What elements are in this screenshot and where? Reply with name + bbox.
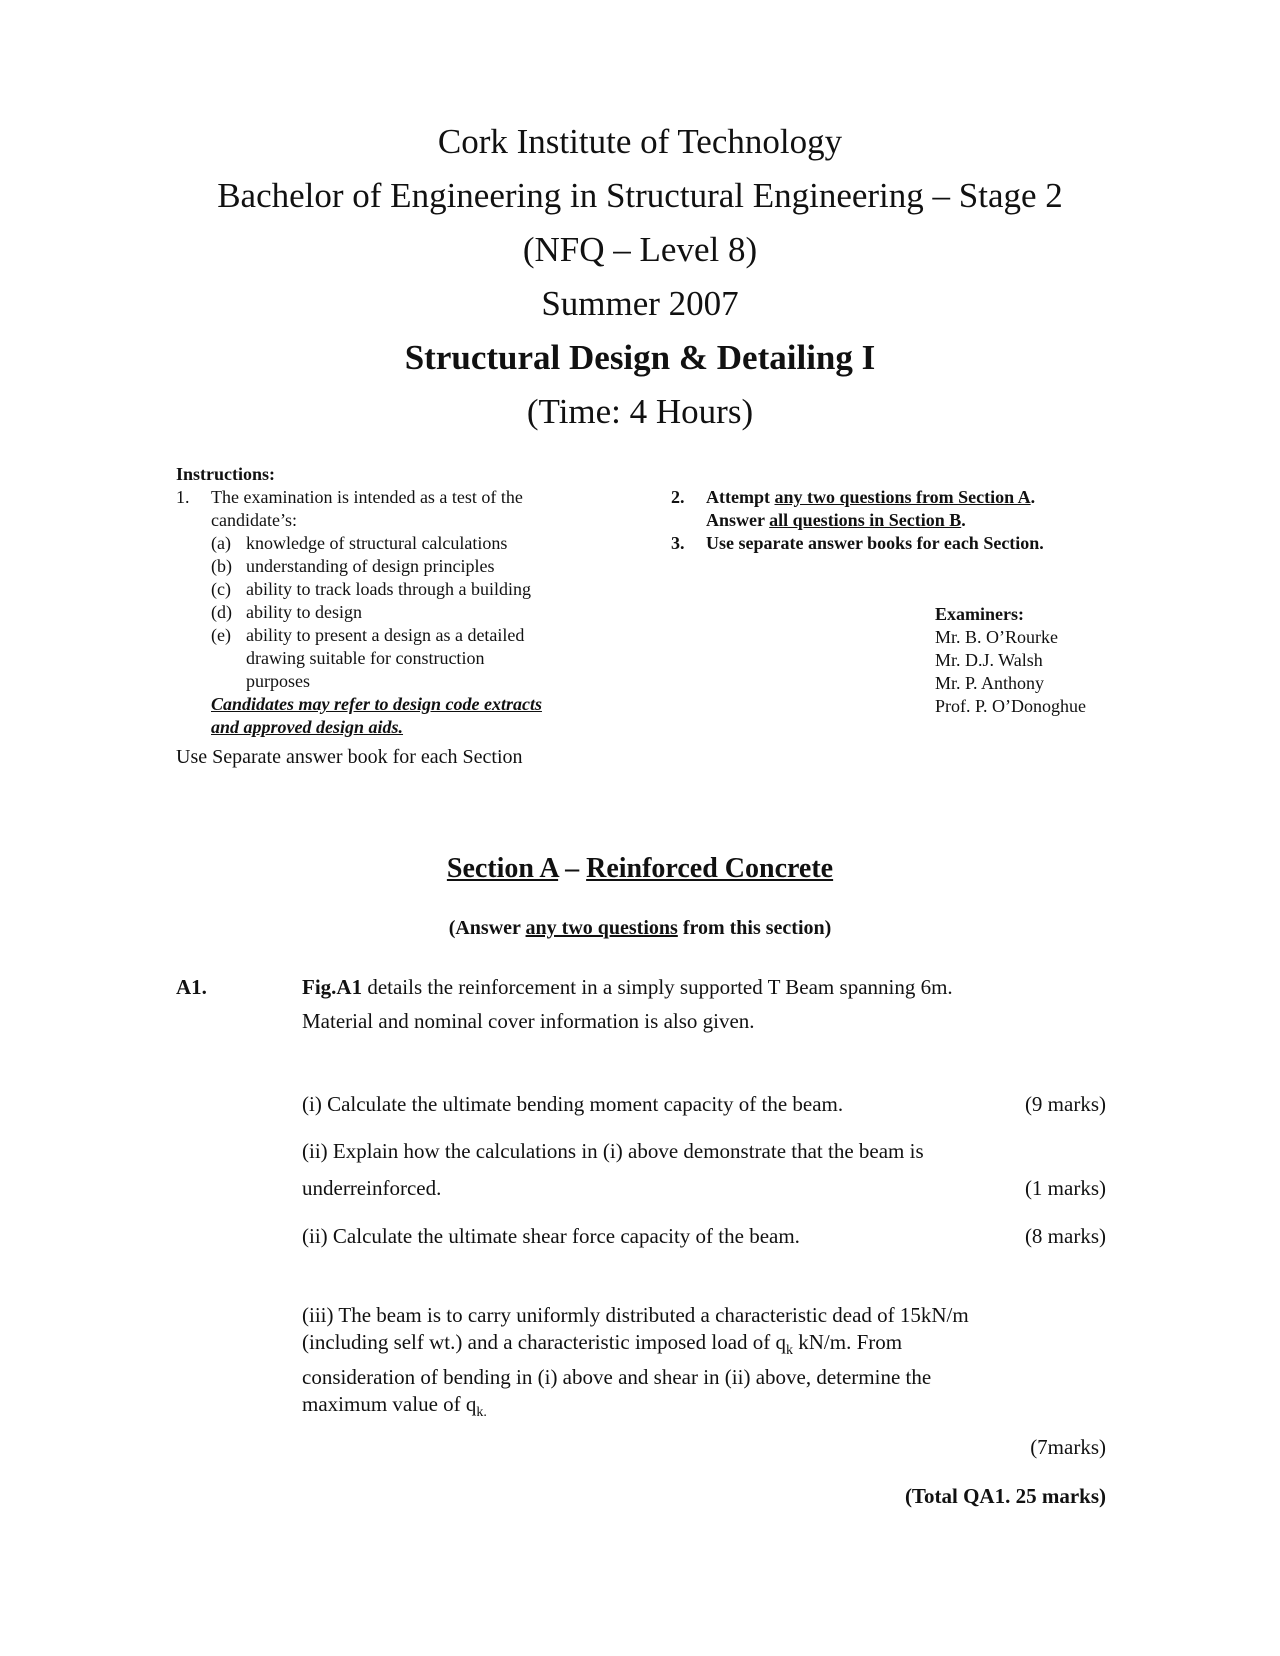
question-intro: Fig.A1 details the reinforcement in a simply supported T Beam spanning 6m. Material and nominal cover information is also given. [302, 975, 953, 1033]
examiners-block [935, 603, 1086, 718]
institution-title: Cork Institute of Technology [437, 122, 843, 161]
instruction-item-3: 3. Use separate answer books for each Section. [671, 533, 1044, 553]
instructions-heading: Instructions: [176, 464, 276, 484]
design-aids-note-2: and approved design aids. [211, 717, 404, 737]
instructions-list [176, 486, 606, 739]
instruction-sub-c: (c) ability to track loads through a building [211, 579, 531, 599]
part-ii-explain-2: underreinforced. [302, 1176, 442, 1200]
design-aids-note: Candidates may refer to design code extracts [211, 694, 542, 714]
examiner-name: Prof. P. O’Donoghue [935, 696, 1086, 716]
section-title: Section A – Reinforced Concrete [446, 853, 834, 884]
time-label: (Time: 4 Hours) [526, 392, 754, 431]
part-i-marks: (9 marks) [1024, 1092, 1106, 1116]
part-iii-marks: (7marks) [1030, 1435, 1106, 1459]
part-i: (i) Calculate the ultimate bending moment capacity of the beam. [302, 1092, 844, 1116]
question-id: A1. [176, 975, 207, 999]
instruction-item-2: 2. Attempt any two questions from Section A. Answer all questions in Section B. [671, 487, 1036, 530]
part-ii-shear: (ii) Calculate the ultimate shear force capacity of the beam. [302, 1224, 800, 1248]
part-ii-shear-marks: (8 marks) [1024, 1224, 1106, 1248]
section-subtitle: (Answer any two questions from this section) [448, 917, 832, 939]
level-label: (NFQ – Level 8) [522, 230, 758, 269]
instruction-sub-b: (b) understanding of design principles [211, 556, 495, 576]
instruction-sub-e: (e) ability to present a design as a detailed drawing suitable for construction purposes [211, 625, 525, 691]
instructions-right [671, 486, 1111, 555]
instruction-num: 1. [176, 487, 190, 507]
part-ii-marks: (1 marks) [1024, 1176, 1106, 1200]
separate-book-note: Use Separate answer book for each Section [176, 746, 523, 768]
instruction-item-1 [176, 486, 606, 532]
examiner-name: Mr. P. Anthony [935, 673, 1045, 693]
question-total: (Total QA1. 25 marks) [904, 1484, 1106, 1508]
part-ii-explain: (ii) Explain how the calculations in (i) above demonstrate that the beam is [302, 1139, 924, 1163]
part-iii: (iii) The beam is to carry uniformly distributed a characteristic dead of 15kN/m (including self wt.) and a characteristic imposed load of $q_k$ kN/m. From consideration of bending in (i) above and shear in (ii) above, determine the maximum value of $q_{k.}$ [302, 1303, 969, 1421]
instruction-text: candidate’s: [211, 510, 297, 530]
instruction-sub-a: (a) knowledge of structural calculations [211, 533, 508, 553]
examiner-name: Mr. D.J. Walsh [935, 650, 1043, 670]
instruction-sub-d: (d) ability to design [211, 602, 362, 622]
subject-title: Structural Design & Detailing I [404, 338, 876, 377]
session-label: Summer 2007 [541, 284, 739, 323]
programme-title: Bachelor of Engineering in Structural Engineering – Stage 2 [217, 176, 1063, 215]
instruction-text: The examination is intended as a test of the [211, 487, 523, 507]
examiner-name: Mr. B. O’Rourke [935, 627, 1058, 647]
examiners-heading: Examiners: [935, 604, 1024, 624]
